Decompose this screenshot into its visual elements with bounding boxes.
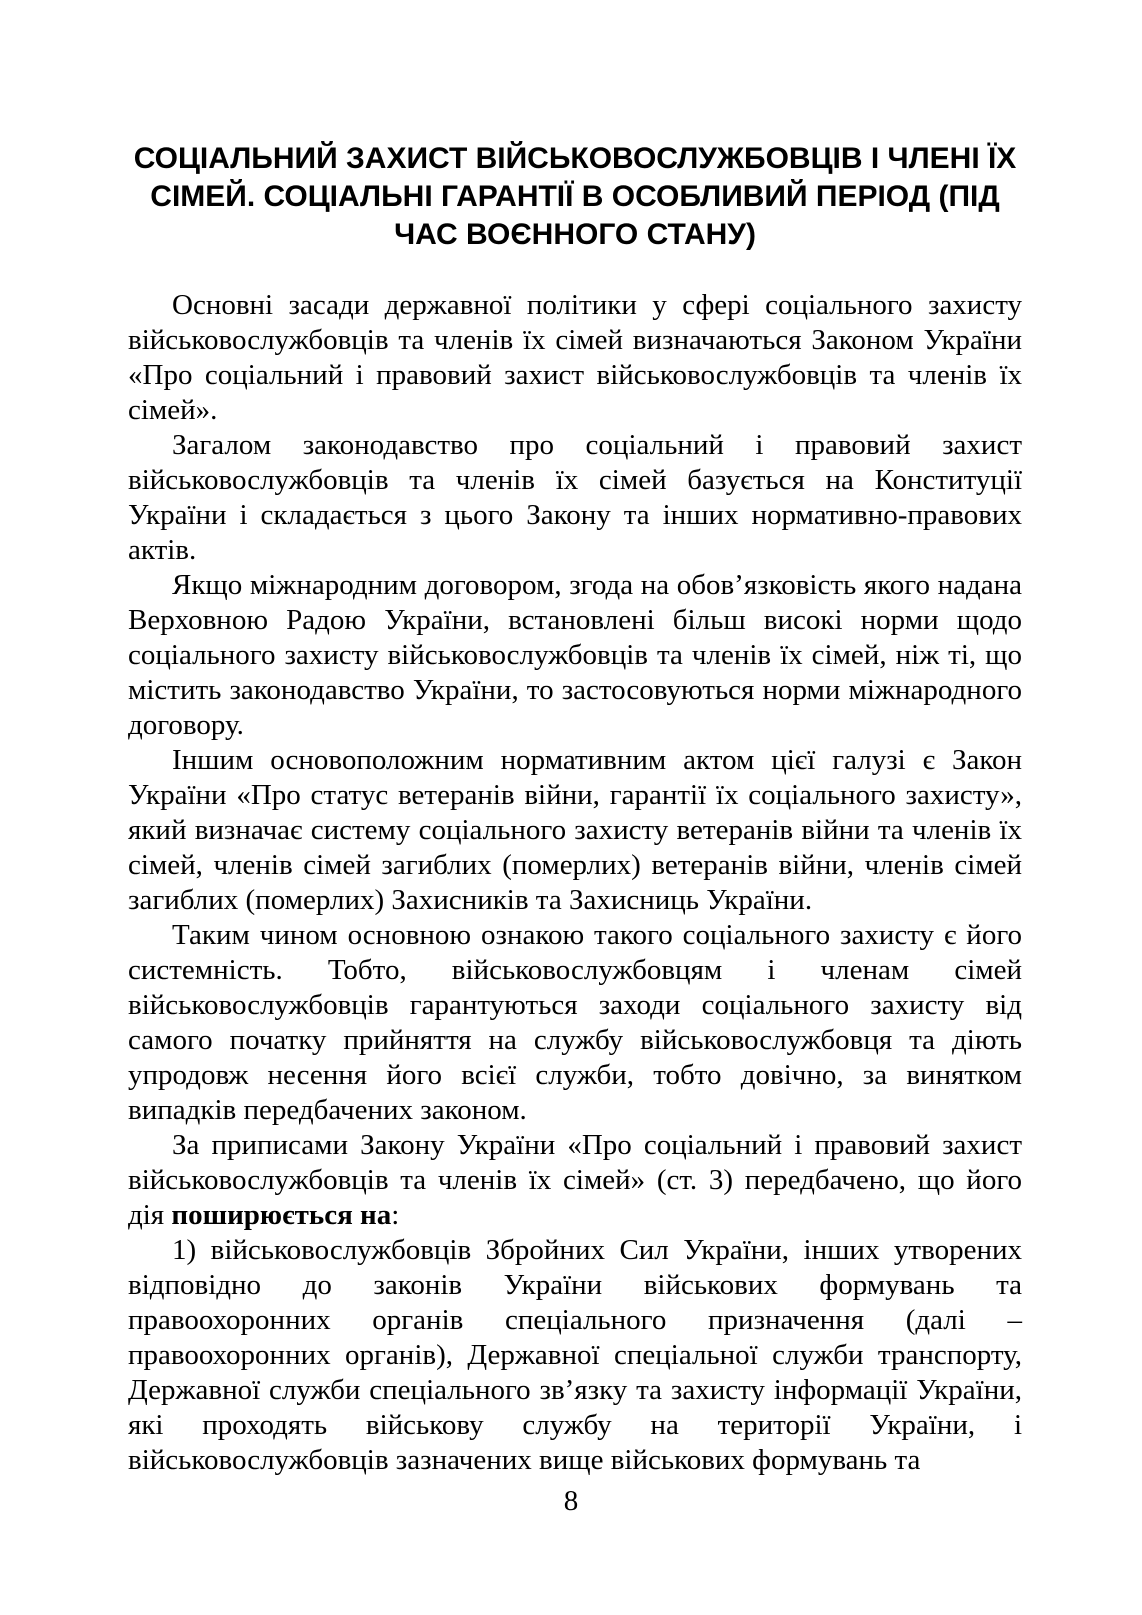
paragraph: [128, 288, 1022, 428]
paragraph-segment: Якщо міжнародним договором, згода на обов’язковість якого надана Верховною Радою України, встановлені більш високі норми щодо соціального захисту військовослужбовців та членів їх сімей, ніж ті, що містить законодавство України, то застосовуються норми міжнародного договору.: [128, 569, 1022, 741]
paragraph-segment: Іншим основоположним нормативним актом цієї галузі є Закон України «Про статус ветеранів війни, гарантії їх соціального захисту», який визначає систему соціального захисту ветеранів війни та членів їх сімей, членів сімей загиблих (померлих) ветеранів війни, членів сімей загиблих (померлих) Захисників та Захисниць України.: [128, 744, 1022, 916]
paragraph: [128, 1128, 1022, 1233]
paragraph-segment: Основні засади державної політики у сфері соціального захисту військовослужбовців та членів їх сімей визначаються Законом України «Про соціальний і правовий захист військовослужбовців та членів їх сімей».: [128, 289, 1022, 426]
paragraph: [128, 1233, 1022, 1478]
paragraph: [128, 743, 1022, 918]
paragraph-segment-bold: поширюється на: [171, 1199, 392, 1231]
paragraph: [128, 918, 1022, 1128]
paragraph-segment: Таким чином основною ознакою такого соціального захисту є його системність. Тобто, військовослужбовцям і членам сімей військовослужбовців гарантуються заходи соціального захисту від самого початку прийняття на службу військовослужбовця та діють упродовж несення його всієї служби, тобто довічно, за винятком випадків передбачених законом.: [128, 919, 1022, 1126]
page-number: 8: [563, 1485, 579, 1517]
paragraph: [128, 428, 1022, 568]
paragraph-segment: За приписами Закону України «Про соціальний і правовий захист військовослужбовців та членів їх сімей» (ст. 3) передбачено, що його дія: [128, 1129, 1022, 1231]
document-body: [128, 288, 1022, 1478]
paragraph-segment: 1) військовослужбовців Збройних Сил України, інших утворених відповідно до законів України військових формувань та правоохоронних органів спеціального призначення (далі – правоохоронних органів), Державної спеціальної служби транспорту, Державної служби спеціального зв’язку та захисту інформації України, які проходять військову службу на території України, і військовослужбовців зазначених вище військових формувань та: [128, 1234, 1022, 1476]
paragraph: [128, 568, 1022, 743]
page-title: СОЦІАЛЬНИЙ ЗАХИСТ ВІЙСЬКОВОСЛУЖБОВЦІВ І ЧЛЕНІ ЇХ СІМЕЙ. СОЦІАЛЬНІ ГАРАНТІЇ В ОСОБЛИВИЙ ПЕРІОД (ПІД ЧАС ВОЄННОГО СТАНУ): [133, 142, 1017, 251]
paragraph-segment: Загалом законодавство про соціальний і правовий захист військовослужбовців та членів їх сімей базується на Конституції України і складається з цього Закону та інших нормативно-правових актів.: [128, 429, 1022, 566]
paragraph-segment: :: [391, 1199, 400, 1231]
